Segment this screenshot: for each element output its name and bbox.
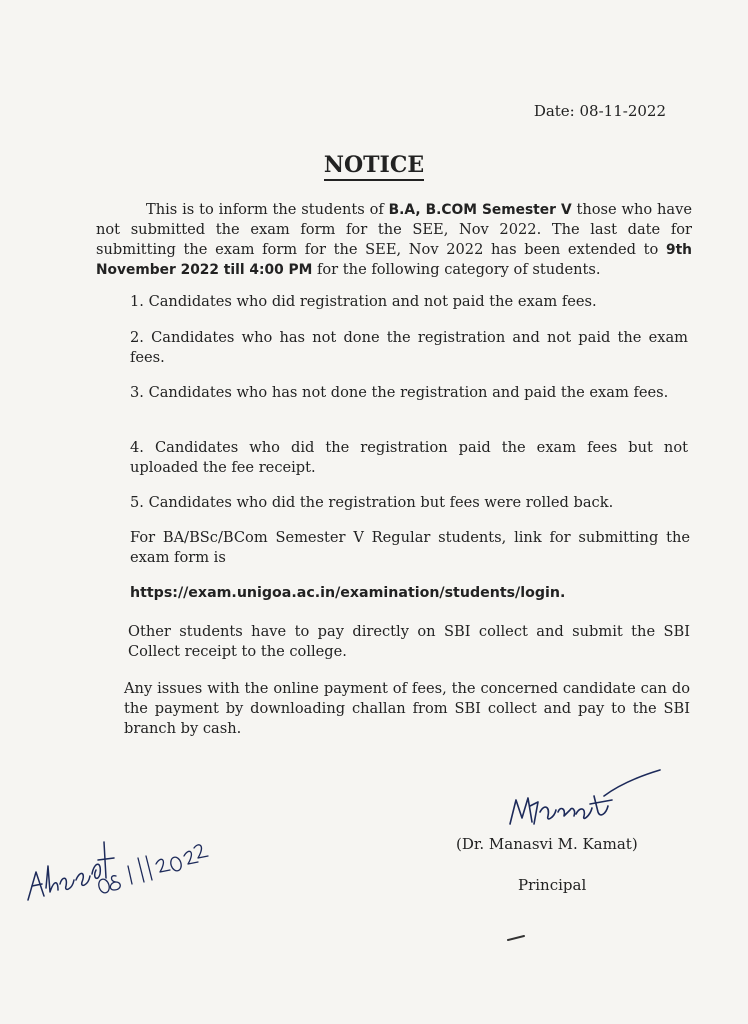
intro-text-1: This is to inform the students of — [146, 201, 389, 218]
exam-form-link[interactable]: https://exam.unigoa.ac.in/examination/students/login. — [130, 585, 566, 601]
category-item-3: 3. Candidates who has not done the registration and paid the exam fees. — [130, 384, 669, 401]
category-item-2: 2. Candidates who has not done the registration and not paid the exam fees. — [130, 329, 688, 366]
notice-title — [0, 152, 748, 178]
category-item-5: 5. Candidates who did the registration but fees were rolled back. — [130, 494, 614, 511]
signatory-title: Principal — [518, 876, 587, 894]
payment-issues-text: Any issues with the online payment of fees, the concerned candidate can do the payment by downloading challan from SBI collect and pay to the SBI branch by cash. — [124, 680, 690, 737]
intro-bold-course: B.A, B.COM Semester V — [388, 202, 572, 218]
stray-mark — [506, 934, 526, 942]
intro-text-3: for the following category of students. — [312, 261, 601, 278]
signatory-name: (Dr. Manasvi M. Kamat) — [456, 835, 638, 853]
notice-date: Date: 08-11-2022 — [533, 102, 666, 120]
intro-text-2: those who have not submitted the exam form for the SEE, Nov 2022. The last date for submitting the exam form for the SEE, Nov 2022 has been extended to — [96, 201, 693, 258]
intro-paragraph — [96, 200, 692, 280]
category-item-4: 4. Candidates who did the registration paid the exam fees but not uploaded the fee receipt. — [130, 439, 688, 476]
other-students-text: Other students have to pay directly on SBI collect and submit the SBI Collect receipt to the college. — [128, 623, 690, 660]
intro-bold-deadline: 9th November 2022 till 4:00 PM — [96, 242, 692, 278]
principal-signature — [500, 766, 670, 836]
category-item-1: 1. Candidates who did registration and not paid the exam fees. — [130, 293, 597, 310]
notice-title-text: NOTICE — [324, 152, 424, 181]
handwritten-annotation — [20, 818, 210, 918]
link-intro-text: For BA/BSc/BCom Semester V Regular students, link for submitting the exam form is — [130, 529, 690, 566]
